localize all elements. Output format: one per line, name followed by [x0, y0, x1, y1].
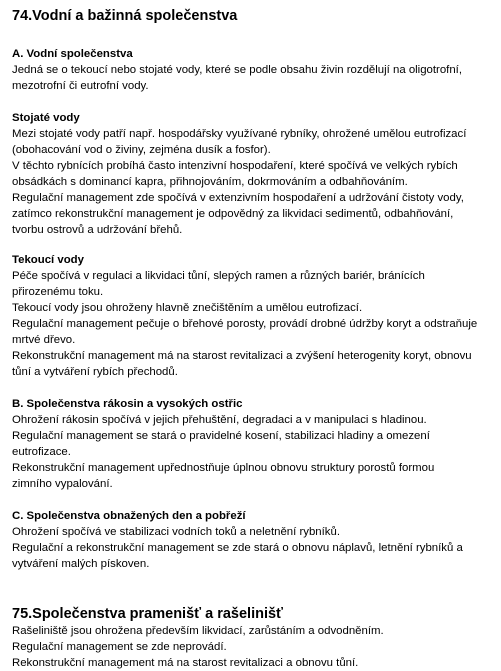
paragraph-line: Mezi stojaté vody patří např. hospodářsky využívané rybníky, ohrožené umělou eutrofizací	[12, 128, 467, 140]
section-74-heading: 74.Vodní a bažinná společenstva	[12, 8, 238, 24]
document-body	[12, 6, 494, 671]
paragraph-line: Regulační management zde spočívá v extenzivním hospodaření a udržování čistoty vody,	[12, 192, 464, 204]
paragraph-line: Jedná se o tekoucí nebo stojaté vody, které se podle obsahu živin rozdělují na oligotrofní,	[12, 64, 463, 76]
paragraph-line: Péče spočívá v regulaci a likvidaci tůní, slepých ramen a různých bariér, bránících	[12, 270, 425, 282]
paragraph-line: Ohrožení rákosin spočívá v jejich přehuštění, degradaci a v manipulaci s hladinou.	[12, 414, 427, 426]
paragraph-line: Tekoucí vody jsou ohroženy hlavně znečištěním a umělou eutrofizací.	[12, 302, 363, 314]
paragraph-line: Rekonstrukční management má na starost revitalizaci a zvýšení heterogenity koryt, obnovu	[12, 350, 472, 362]
paragraph-line: zimního vypalování.	[12, 478, 113, 490]
stojate-vody-title: Stojaté vody	[12, 112, 80, 124]
tekouci-vody-title: Tekoucí vody	[12, 254, 84, 266]
paragraph-line: přirozenému toku.	[12, 286, 104, 298]
paragraph-line: Rekonstrukční management má na starost revitalizaci a obnovu tůní.	[12, 657, 359, 669]
paragraph-line: mrtvé dřevo.	[12, 334, 76, 346]
paragraph-line: (obohacování vod o živiny, zejména dusík a fosfor).	[12, 144, 271, 156]
paragraph-line: tůní a vytváření rybích přechodů.	[12, 366, 178, 378]
paragraph-line: Rekonstrukční management upřednostňuje úplnou obnovu struktury porostů formou	[12, 462, 435, 474]
paragraph-line: Regulační a rekonstrukční management se zde stará o obnovu náplavů, letnění rybníků a	[12, 542, 463, 554]
paragraph-line: Regulační management pečuje o břehové porosty, provádí drobné údržby koryt a odstraňuje	[12, 318, 478, 330]
paragraph-line: Regulační management se stará o pravidelné kosení, stabilizaci hladiny a omezení	[12, 430, 430, 442]
paragraph-line: Regulační management se zde neprovádí.	[12, 641, 227, 653]
paragraph-line: vytváření malých pískoven.	[12, 558, 150, 570]
paragraph-line: tvorbu ostrovů a udržování břehů.	[12, 224, 183, 236]
paragraph-line: zatímco rekonstrukční management je odpovědný za likvidaci sedimentů, odbahňování,	[12, 208, 454, 220]
section-75-heading: 75.Společenstva pramenišť a rašelinišť	[12, 606, 283, 622]
subsection-a-title: A. Vodní společenstva	[12, 48, 133, 60]
subsection-c-title: C. Společenstva obnažených den a pobřeží	[12, 510, 246, 522]
paragraph-line: V těchto rybnících probíhá často intenzivní hospodaření, které spočívá ve velkých rybích	[12, 160, 458, 172]
paragraph-line: mezotrofní či eutrofní vody.	[12, 80, 149, 92]
paragraph-line: obsádkách s dominancí kapra, přihnojováním, dokrmováním a odbahňováním.	[12, 176, 408, 188]
subsection-b-title: B. Společenstva rákosin a vysokých ostřic	[12, 398, 243, 410]
paragraph-line: Ohrožení spočívá ve stabilizaci vodních toků a neletnění rybníků.	[12, 526, 340, 538]
paragraph-line: eutrofizace.	[12, 446, 71, 458]
paragraph-line: Rašeliniště jsou ohrožena především likvidací, zarůstáním a odvodněním.	[12, 625, 384, 637]
